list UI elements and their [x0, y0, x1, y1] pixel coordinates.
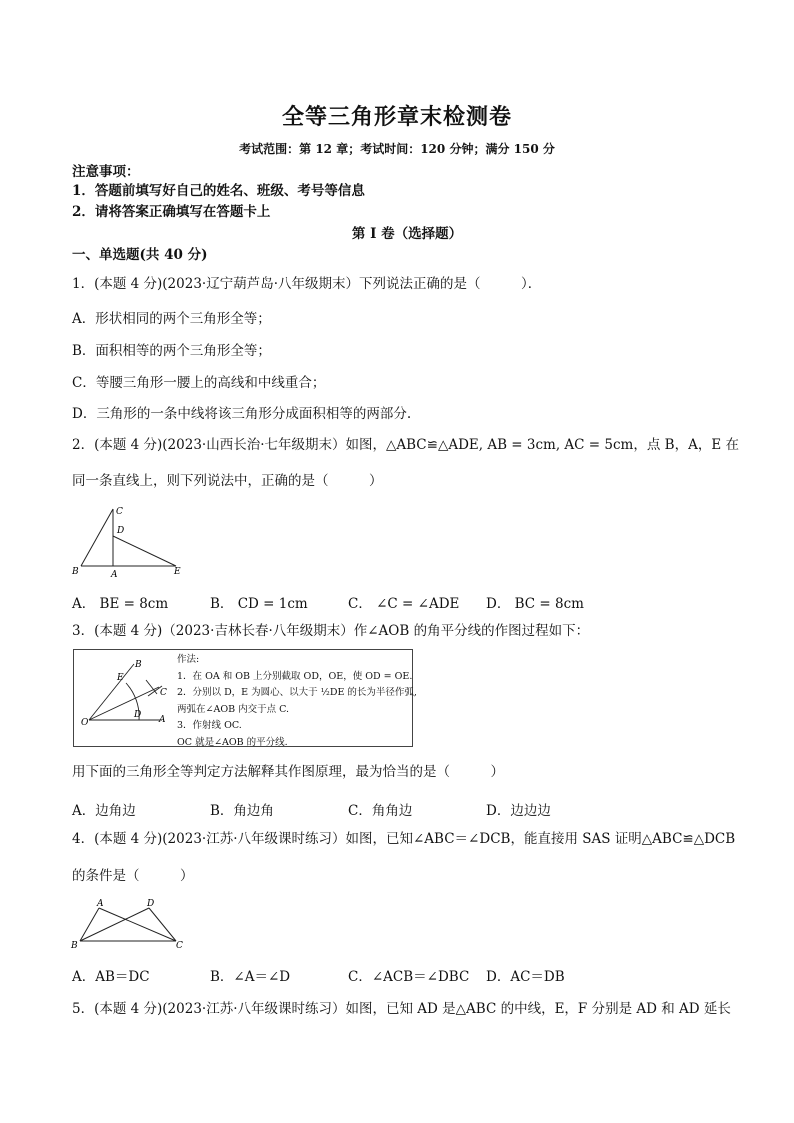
q3-options: [72, 799, 712, 819]
q3-label-c: C: [160, 688, 167, 698]
q2-label-e: E: [174, 567, 181, 577]
q3-construction-steps: [177, 652, 417, 751]
q3-option-d: D．边边边: [486, 803, 551, 819]
q3-step-3: 3．作射线 OC.: [177, 720, 242, 731]
q3-option-c: C．角角边: [348, 803, 413, 819]
q3-step-2: 2．分别以 D，E 为圆心、以大于 ½DE 的长为半径作弧,: [177, 687, 417, 698]
q4-label-b: B: [71, 941, 78, 951]
q4-option-d: D．AC＝DB: [486, 969, 565, 985]
q4-option-a: A．AB＝DC: [72, 969, 150, 985]
q4-label-a: A: [97, 899, 104, 909]
q1-option-b: B．面积相等的两个三角形全等；: [72, 343, 271, 359]
q4-stem-line1: 4．(本题 4 分)(2023·江苏·八年级课时练习）如图，已知∠ABC＝∠DCB，能直接用 SAS 证明△ABC≌△DCB: [72, 831, 736, 847]
q2-option-a: A． BE = 8cm: [72, 596, 169, 612]
q4-options: [72, 965, 712, 985]
q4-option-c: C．∠ACB＝∠DBC: [348, 969, 470, 985]
q3-option-b: B．角边角: [210, 803, 274, 819]
q5-stem: 5．(本题 4 分)(2023·江苏·八年级课时练习）如图，已知 AD 是△ABC 的中线，E，F 分别是 AD 和 AD 延长: [72, 1001, 731, 1017]
q3-figure: [74, 650, 174, 746]
q1-option-c: C．等腰三角形一腰上的高线和中线重合；: [72, 375, 326, 391]
q2-option-b: B． CD = 1cm: [210, 596, 308, 612]
q1-option-a: A．形状相同的两个三角形全等；: [72, 311, 271, 327]
q3-option-a: A．边角边: [72, 803, 136, 819]
q4-label-c: C: [176, 941, 183, 951]
section-heading: 一、单选题(共 40 分): [72, 247, 208, 263]
q2-option-d: D． BC = 8cm: [486, 596, 584, 612]
notice-heading: 注意事项：: [72, 164, 140, 180]
q3-conclusion: OC 就是∠AOB 的平分线.: [177, 736, 288, 748]
q4-option-b: B．∠A＝∠D: [210, 969, 291, 985]
page-title: 全等三角形章末检测卷: [281, 104, 512, 130]
q1-option-d: D．三角形的一条中线将该三角形分成面积相等的两部分.: [72, 406, 412, 422]
exam-info: 考试范围：第 12 章；考试时间：120 分钟；满分 150 分: [239, 142, 555, 156]
volume-heading: 第 I 卷（选择题）: [351, 226, 463, 242]
q2-stem-line2: 同一条直线上，则下列说法中，正确的是（ ）: [72, 473, 383, 489]
q3-label-e: E: [117, 673, 124, 683]
q2-label-b: B: [72, 567, 79, 577]
q3-step-1: 1．在 OA 和 OB 上分别截取 OD，OE，使 OD = OE.: [177, 670, 413, 682]
q4-stem-line2: 的条件是（ ）: [72, 868, 194, 884]
q3-label-o: O: [81, 718, 89, 728]
q3-step-heading: 作法:: [177, 654, 200, 665]
q2-label-c: C: [116, 507, 123, 517]
q3-label-d: D: [134, 710, 142, 720]
q3-question: 用下面的三角形全等判定方法解释其作图原理，最为恰当的是（ ）: [72, 764, 504, 780]
q4-figure: [68, 897, 188, 952]
q3-step-2-cont: 两弧在∠AOB 内交于点 C.: [177, 703, 290, 715]
q2-label-a: A: [111, 570, 118, 580]
q2-label-d: D: [117, 526, 125, 536]
q2-option-c: C． ∠C = ∠ADE: [348, 596, 460, 612]
q2-stem-line1: 2．(本题 4 分)(2023·山西长治·七年级期末）如图，△ABC≌△ADE, AB = 3cm, AC = 5cm，点 B，A，E 在: [72, 437, 739, 453]
q2-figure: [70, 505, 190, 580]
q3-label-a: A: [159, 715, 166, 725]
notice-item-1: 1．答题前填写好自己的姓名、班级、考号等信息: [72, 183, 365, 199]
q3-stem: 3．(本题 4 分)（2023·吉林长春·八年级期末）作∠AOB 的角平分线的作图过程如下：: [72, 623, 590, 639]
q3-label-b: B: [135, 660, 142, 670]
q2-options: [72, 592, 712, 612]
q4-label-d: D: [147, 899, 155, 909]
q1-stem: 1．(本题 4 分)(2023·辽宁葫芦岛·八年级期末）下列说法正确的是（ ）．: [72, 276, 542, 292]
q3-construction-box: [73, 649, 417, 748]
notice-item-2: 2．请将答案正确填写在答题卡上: [72, 204, 271, 220]
